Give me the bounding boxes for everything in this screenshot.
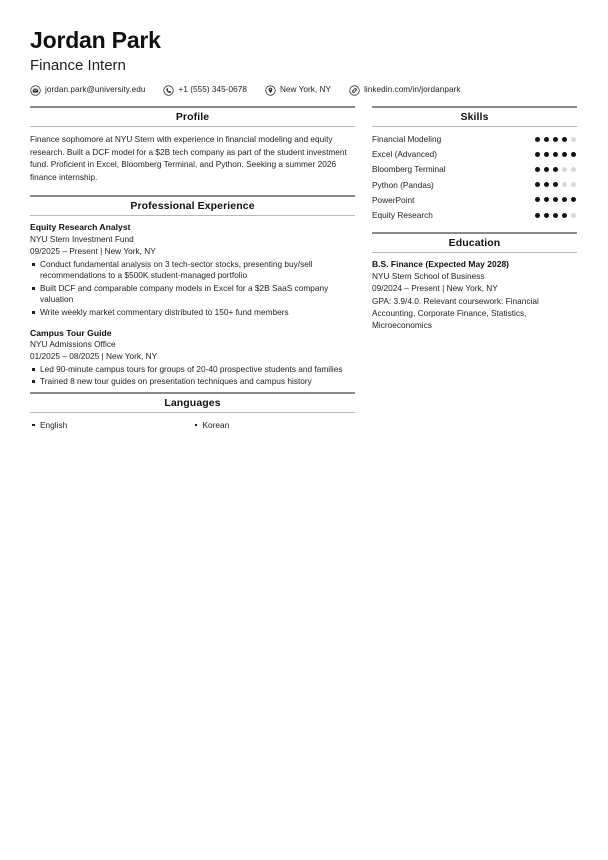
rating-dot-filled — [553, 152, 558, 157]
contact-item[interactable] — [30, 85, 145, 96]
rating-dot-empty — [571, 137, 576, 142]
skill-name: Bloomberg Terminal — [372, 164, 446, 175]
skill-row — [372, 133, 577, 145]
rating-dot-filled — [535, 182, 540, 187]
rating-dot-filled — [535, 197, 540, 202]
phone-icon — [163, 85, 174, 96]
rating-dot-filled — [571, 197, 576, 202]
section-languages — [30, 392, 355, 431]
rating-dot-filled — [544, 167, 549, 172]
section-heading-skills: Skills — [372, 106, 577, 127]
skill-name: Financial Modeling — [372, 134, 442, 144]
rating-dot-filled — [562, 152, 567, 157]
skill-rating-dots — [535, 137, 577, 142]
job-bullet: Write weekly market commentary distributed to 150+ fund members — [30, 307, 355, 319]
rating-dot-filled — [562, 137, 567, 142]
experience-entry — [30, 328, 355, 388]
rating-dot-filled — [553, 167, 558, 172]
skill-row — [372, 148, 577, 160]
candidate-name: Jordan Park — [30, 27, 161, 53]
job-dates-location: 09/2025 – Present | New York, NY — [30, 245, 156, 256]
rating-dot-filled — [535, 213, 540, 218]
rating-dot-empty — [562, 167, 567, 172]
contact-item[interactable] — [265, 85, 331, 96]
job-bullet-list — [30, 364, 355, 388]
skills-list — [372, 133, 577, 221]
language-list — [193, 419, 356, 431]
job-organization: NYU Admissions Office — [30, 339, 116, 350]
section-profile — [30, 106, 355, 183]
contact-value: linkedin.com/in/jordanpark — [364, 85, 461, 95]
right-column — [372, 106, 577, 331]
left-column — [30, 106, 355, 431]
education-list — [372, 259, 577, 331]
rating-dot-filled — [544, 152, 549, 157]
skill-row — [372, 209, 577, 221]
rating-dot-filled — [535, 167, 540, 172]
envelope-icon — [30, 85, 41, 96]
rating-dot-empty — [562, 182, 567, 187]
resume-body — [30, 106, 578, 431]
skill-name: Python (Pandas) — [372, 179, 434, 190]
language-column — [193, 419, 356, 431]
education-degree: B.S. Finance (Expected May 2028) — [372, 259, 509, 270]
rating-dot-empty — [571, 167, 576, 172]
contact-row — [30, 85, 578, 96]
resume-header — [30, 28, 578, 96]
rating-dot-filled — [544, 197, 549, 202]
rating-dot-filled — [553, 197, 558, 202]
section-heading-education: Education — [372, 232, 577, 253]
profile-text: Finance sophomore at NYU Stern with experience in financial modeling and equity research. Built a DCF model for a $2B tech company as part of the student investment fund. Proficient in Excel, Bloomberg Terminal, and Python. Seeking a summer 2026 finance internship. — [30, 134, 347, 182]
section-heading-profile: Profile — [30, 106, 355, 127]
job-organization: NYU Stern Investment Fund — [30, 234, 134, 245]
education-detail: GPA: 3.9/4.0. Relevant coursework: Financial Accounting, Corporate Finance, Statistics, Microeconomics — [372, 295, 539, 331]
skill-row — [372, 163, 577, 175]
language-item: Korean — [193, 419, 356, 431]
rating-dot-filled — [544, 182, 549, 187]
skill-name: Equity Research — [372, 210, 433, 221]
skill-name: Excel (Advanced) — [372, 149, 438, 160]
job-bullet-list — [30, 259, 355, 319]
education-school: NYU Stern School of Business — [372, 270, 485, 281]
rating-dot-empty — [571, 213, 576, 218]
rating-dot-filled — [544, 213, 549, 218]
section-experience — [30, 195, 355, 387]
job-bullet: Built DCF and comparable company models in Excel for a $2B SaaS company valuation — [30, 283, 355, 307]
rating-dot-filled — [553, 137, 558, 142]
rating-dot-filled — [553, 213, 558, 218]
section-heading-languages: Languages — [30, 392, 355, 413]
skill-rating-dots — [535, 213, 577, 218]
rating-dot-filled — [535, 152, 540, 157]
skill-row — [372, 194, 577, 206]
job-bullet: Conduct fundamental analysis on 3 tech-sector stocks, presenting buy/sell recommendations to a $500K student-managed portfolio — [30, 259, 355, 283]
rating-dot-filled — [535, 137, 540, 142]
language-column — [30, 419, 193, 431]
job-bullet: Led 90-minute campus tours for groups of 20-40 prospective students and families — [30, 364, 355, 376]
section-education — [372, 232, 577, 331]
skill-rating-dots — [535, 152, 577, 157]
section-heading-experience: Professional Experience — [30, 195, 355, 216]
skill-name: PowerPoint — [372, 194, 415, 205]
education-dates-location: 09/2024 – Present | New York, NY — [372, 282, 498, 293]
rating-dot-filled — [562, 197, 567, 202]
language-item: English — [30, 419, 193, 431]
link-icon — [349, 85, 360, 96]
skill-rating-dots — [535, 197, 577, 202]
rating-dot-empty — [571, 182, 576, 187]
candidate-role: Finance Intern — [30, 56, 126, 74]
section-skills — [372, 106, 577, 221]
education-entry — [372, 259, 577, 331]
skill-rating-dots — [535, 167, 577, 172]
rating-dot-filled — [571, 152, 576, 157]
skill-row — [372, 179, 577, 191]
contact-item[interactable] — [163, 85, 246, 96]
experience-list — [30, 222, 355, 387]
contact-value: jordan.park@university.edu — [45, 85, 146, 95]
language-list — [30, 419, 193, 431]
location-pin-icon — [265, 85, 276, 96]
contact-item[interactable] — [349, 85, 460, 96]
job-title: Campus Tour Guide — [30, 327, 112, 338]
job-title: Equity Research Analyst — [30, 222, 131, 233]
experience-entry — [30, 222, 355, 318]
languages-grid — [30, 419, 355, 431]
rating-dot-filled — [544, 137, 549, 142]
contact-value: +1 (555) 345-0678 — [178, 85, 247, 95]
contact-value: New York, NY — [279, 85, 332, 95]
job-bullet: Trained 8 new tour guides on presentation techniques and campus history — [30, 376, 355, 388]
job-dates-location: 01/2025 – 08/2025 | New York, NY — [30, 350, 158, 361]
rating-dot-filled — [553, 182, 558, 187]
skill-rating-dots — [535, 182, 577, 187]
rating-dot-filled — [562, 213, 567, 218]
